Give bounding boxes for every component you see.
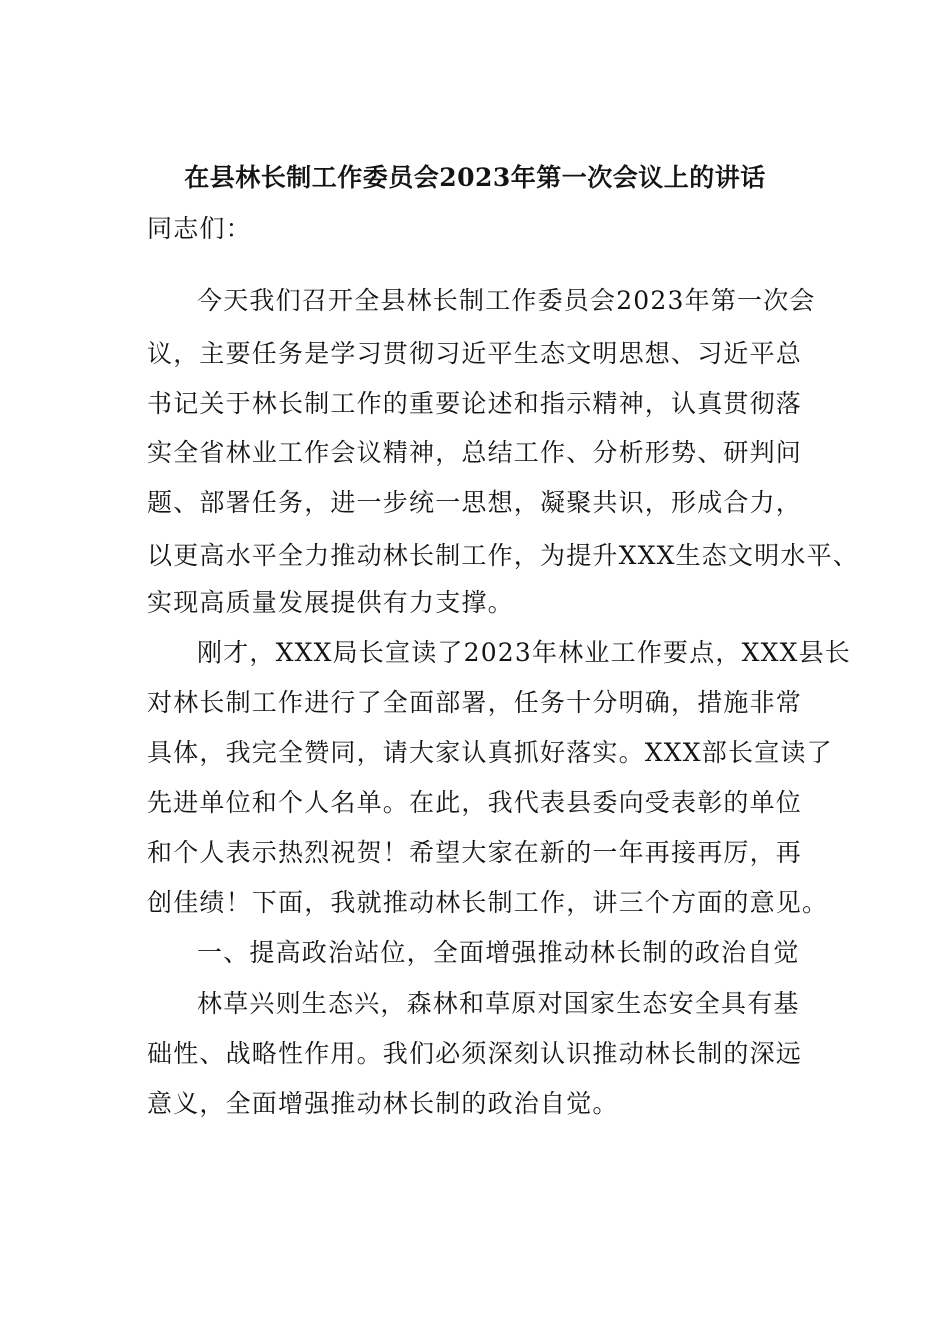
- greeting: 同志们：: [147, 214, 252, 243]
- text-line: 创佳绩！下面，我就推动林长制工作，讲三个方面的意见。: [147, 888, 829, 917]
- text-line: 刚才，XXX局长宣读了2023年林业工作要点，XXX县长: [197, 638, 852, 667]
- document-title: 在县林长制工作委员会2023年第一次会议上的讲话: [184, 163, 766, 192]
- text-line: 实全省林业工作会议精神，总结工作、分析形势、研判问: [147, 438, 803, 467]
- text-line: 以更高水平全力推动林长制工作，为提升XXX生态文明水平、: [147, 541, 859, 570]
- text-line: 议，主要任务是学习贯彻习近平生态文明思想、习近平总: [147, 339, 803, 368]
- text-line: 实现高质量发展提供有力支撑。: [147, 588, 514, 617]
- text-line: 具体，我完全赞同，请大家认真抓好落实。XXX部长宣读了: [147, 738, 833, 767]
- text-line: 题、部署任务，进一步统一思想，凝聚共识，形成合力，: [147, 488, 803, 517]
- text-line: 础性、战略性作用。我们必须深刻认识推动林长制的深远: [147, 1039, 803, 1068]
- text-line: 先进单位和个人名单。在此，我代表县委向受表彰的单位: [147, 788, 803, 817]
- section-heading: 一、提高政治站位，全面增强推动林长制的政治自觉: [197, 938, 800, 967]
- text-line: 和个人表示热烈祝贺！希望大家在新的一年再接再厉，再: [147, 838, 803, 867]
- text-line: 书记关于林长制工作的重要论述和指示精神，认真贯彻落: [147, 389, 803, 418]
- text-line: 林草兴则生态兴，森林和草原对国家生态安全具有基: [197, 989, 800, 1018]
- text-line: 今天我们召开全县林长制工作委员会2023年第一次会: [197, 286, 816, 315]
- text-line: 对林长制工作进行了全面部署，任务十分明确，措施非常: [147, 688, 803, 717]
- text-line: 意义，全面增强推动林长制的政治自觉。: [147, 1089, 619, 1118]
